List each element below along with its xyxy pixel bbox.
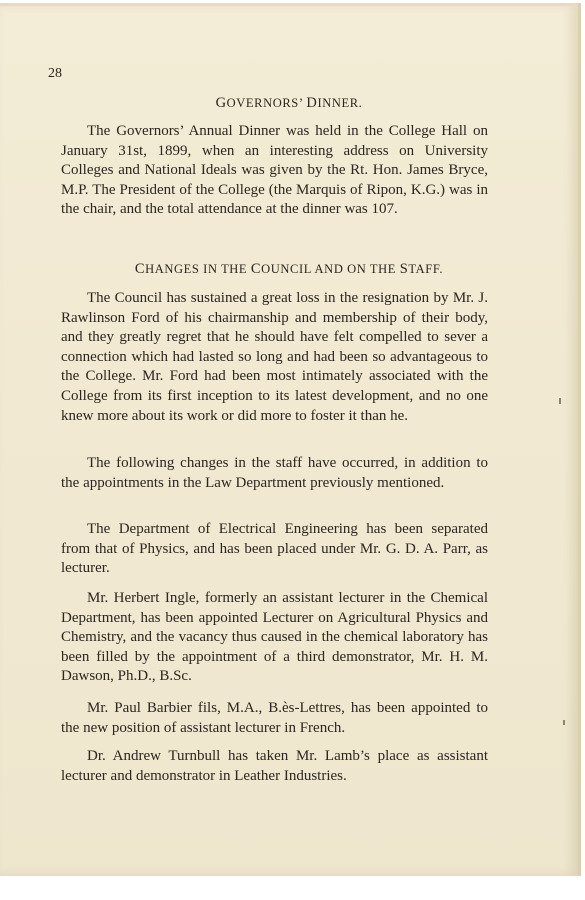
paragraph-staff-changes	[61, 454, 488, 493]
paragraph-text: The Governors’ Annual Dinner was held in the College Hall on January 31st, 1899, when an interesting address on University Colleges and National Ideals was given by the Rt. Hon. James Bryce, M.P. The President of the College (the Marquis of Ripon, K.G.) was in the chair, and the total attendance at the dinner was 107.	[61, 123, 488, 218]
heading-governors-dinner	[0, 95, 578, 112]
paragraph-text: The Department of Electrical Engineering has been separated from that of Physics, and has been placed under Mr. G. D. A. Parr, as lecturer.	[61, 521, 488, 577]
paper-top-edge	[0, 3, 578, 6]
heading-initial: S	[399, 261, 409, 277]
heading-initial: G	[215, 95, 227, 111]
paragraph-paul-barbier	[61, 699, 488, 738]
paragraph-dinner	[61, 122, 488, 220]
paragraph-text: Dr. Andrew Turnbull has taken Mr. Lamb’s place as assistant lecturer and demonstrator in Leather Industries.	[61, 748, 488, 784]
heading-text: OVERNORS’	[226, 96, 307, 110]
margin-speck	[563, 720, 565, 725]
heading-text: HANGES IN THE	[145, 262, 251, 276]
paragraph-council-resignation	[61, 289, 488, 426]
heading-text: TAFF.	[408, 262, 444, 276]
paragraph-electrical-engineering	[61, 520, 488, 579]
heading-initial: D	[306, 95, 318, 111]
paragraph-text: Mr. Paul Barbier fils, M.A., B.ès-Lettres, has been appointed to the new position of assistant lecturer in French.	[61, 700, 488, 736]
heading-text: OUNCIL AND ON THE	[261, 262, 400, 276]
paragraph-andrew-turnbull	[61, 747, 488, 786]
heading-changes	[0, 261, 578, 278]
paragraph-herbert-ingle	[61, 589, 488, 687]
heading-initial: C	[134, 261, 146, 277]
page-number: 28	[48, 66, 62, 81]
paper-sheet	[0, 3, 581, 876]
paragraph-text: The Council has sustained a great loss in the resignation by Mr. J. Rawlinson Ford of his chairmanship and membership of their body, and they greatly regret that he should have felt compelled to sever a connection which had lasted so long and had been so advantageous to the College. Mr. Ford had been most intimately associated with the College from its first inception to its latest development, and no one knew more about its work or did more to foster it than he.	[61, 290, 488, 424]
paragraph-text: The following changes in the staff have occurred, in addition to the appointments in the Law Department previously mentioned.	[61, 455, 488, 491]
paragraph-text: Mr. Herbert Ingle, formerly an assistant lecturer in the Chemical Department, has been appointed Lecturer on Agricultural Physics and Chemistry, and the vacancy thus caused in the chemical laboratory has been filled by the appointment of a third demonstrator, Mr. H. M. Dawson, Ph.D., B.Sc.	[61, 590, 488, 685]
heading-text: INNER.	[317, 96, 363, 110]
margin-speck	[559, 398, 561, 404]
heading-initial: C	[250, 261, 262, 277]
